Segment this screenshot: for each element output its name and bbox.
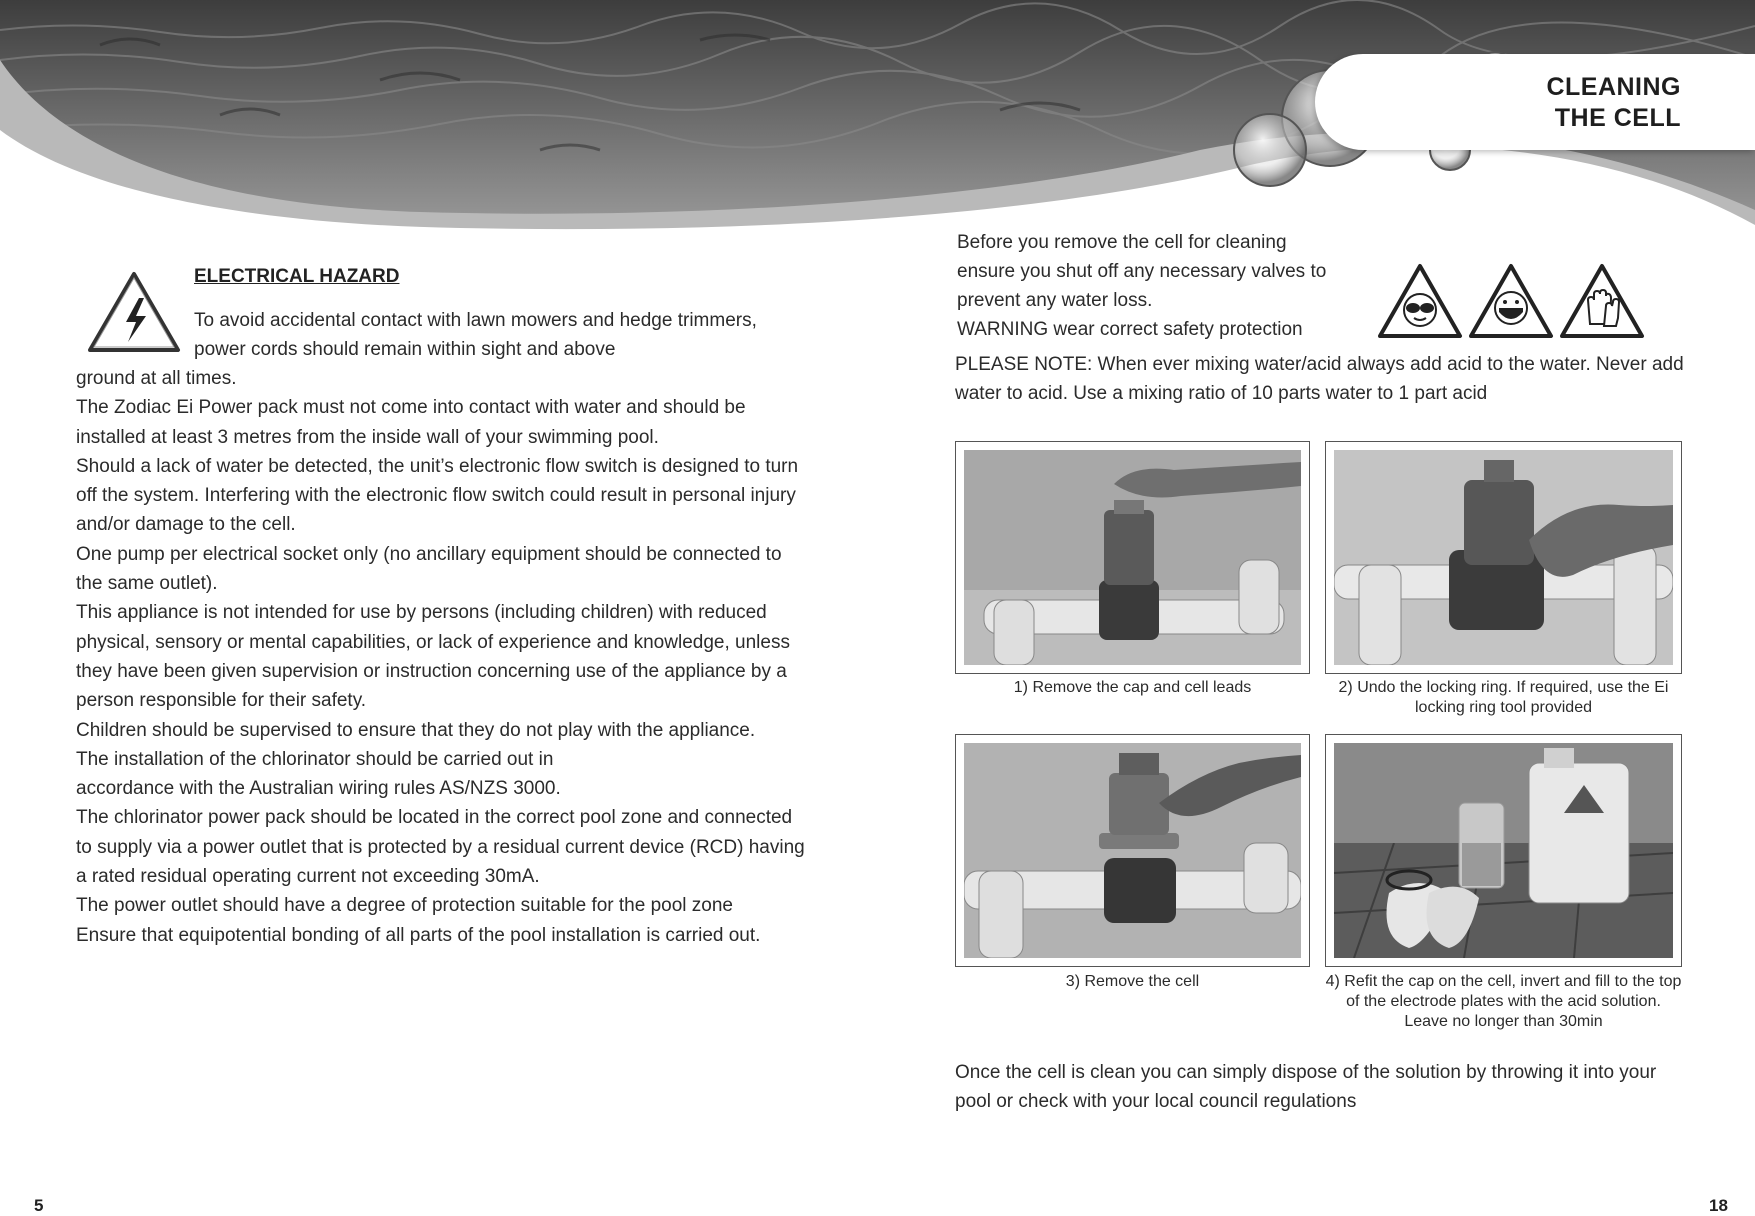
hazard-paragraph: The chlorinator power pack should be located in the correct pool zone and connected to supply via a power outlet that is protected by a residual current device (RCD) having a rated residual operating current not exceeding 30mA. bbox=[76, 807, 805, 888]
step-photo-1 bbox=[955, 441, 1310, 674]
intro-line: ensure you shut off any necessary valves to bbox=[957, 261, 1327, 282]
hazard-title: ELECTRICAL HAZARD bbox=[194, 266, 400, 287]
section-title-tab bbox=[1315, 54, 1755, 150]
step-photo-2 bbox=[1325, 441, 1682, 674]
hazard-paragraph: The power outlet should have a degree of protection suitable for the pool zone bbox=[76, 895, 733, 917]
hazard-paragraph: One pump per electrical socket only (no ancillary equipment should be connected to the same outlet). bbox=[76, 543, 782, 595]
hazard-paragraph: Children should be supervised to ensure that they do not play with the appliance. bbox=[76, 719, 756, 741]
hazard-paragraph: accordance with the Australian wiring rules AS/NZS 3000. bbox=[76, 778, 561, 800]
hazard-paragraph: Should a lack of water be detected, the unit’s electronic flow switch is designed to turn off the system. Interfering with the electronic flow switch could result in personal injury and/or damage to the cell. bbox=[76, 455, 799, 536]
closing-text: Once the cell is clean you can simply dispose of the solution by throwing it into your pool or check with your local council regulations bbox=[955, 1062, 1657, 1112]
intro-line: Before you remove the cell for cleaning bbox=[957, 232, 1287, 253]
hazard-paragraph: The Zodiac Ei Power pack must not come into contact with water and should be installed at least 3 metres from the inside wall of your swimming pool. bbox=[76, 397, 746, 448]
cleaning-intro bbox=[957, 228, 1377, 344]
hazard-paragraph: Ensure that equipotential bonding of all parts of the pool installation is carried out. bbox=[76, 924, 761, 946]
step-4-image bbox=[1334, 743, 1673, 958]
step-caption-2: 2) Undo the locking ring. If required, use the Ei locking ring tool provided bbox=[1338, 679, 1669, 716]
section-title bbox=[1546, 72, 1681, 134]
hazard-intro: To avoid accidental contact with lawn mowers and hedge trimmers, power cords should remain within sight and above bbox=[194, 310, 757, 360]
intro-line: WARNING wear correct safety protection bbox=[957, 319, 1303, 340]
hazard-paragraph: This appliance is not intended for use by persons (including children) with reduced physical, sensory or mental capabilities, or lack of experience and knowledge, unless they have been given supervision or instruction concerning use of the appliance by a person responsible for their safety. bbox=[76, 602, 790, 712]
page-number-left: 5 bbox=[34, 1196, 44, 1215]
hazard-paragraph: The installation of the chlorinator should be carried out in bbox=[76, 748, 554, 770]
goggles-icon bbox=[1376, 262, 1464, 342]
hazard-paragraph: ground at all times. bbox=[76, 368, 237, 389]
section-title-line2: THE CELL bbox=[1554, 104, 1681, 132]
mask-icon bbox=[1467, 262, 1555, 342]
lightning-hazard-icon bbox=[86, 270, 182, 354]
step-3-image bbox=[964, 743, 1301, 958]
step-caption-1: 1) Remove the cap and cell leads bbox=[1013, 679, 1252, 696]
hazard-body bbox=[76, 364, 811, 950]
step-caption-3: 3) Remove the cell bbox=[1065, 973, 1200, 990]
intro-line: prevent any water loss. bbox=[957, 290, 1153, 311]
safety-note: PLEASE NOTE: When ever mixing water/acid always add acid to the water. Never add water to acid. Use a mixing ratio of 10 parts water to 1 part acid bbox=[955, 354, 1684, 404]
step-photo-3 bbox=[955, 734, 1310, 967]
gloves-icon bbox=[1558, 262, 1646, 342]
step-photo-4 bbox=[1325, 734, 1682, 967]
step-caption-4: 4) Refit the cap on the cell, invert and fill to the top of the electrode plates with the acid solution. Leave no longer than 30min bbox=[1325, 973, 1682, 1030]
step-2-image bbox=[1334, 450, 1673, 665]
section-title-line1: CLEANING bbox=[1546, 73, 1681, 101]
step-1-image bbox=[964, 450, 1301, 665]
page-number-right: 18 bbox=[1709, 1196, 1728, 1215]
